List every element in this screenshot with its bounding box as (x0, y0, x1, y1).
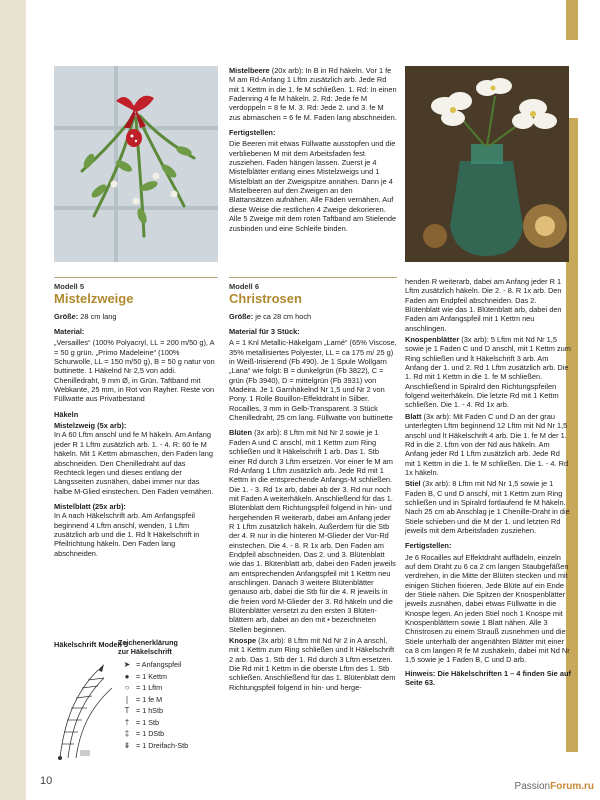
legend-row: ‡ = 1 DStb (118, 728, 188, 740)
legend-heading-1: Zeichenerklärung (118, 638, 178, 647)
bud-heading: Knospe (229, 636, 257, 646)
legend-row: ⇟ = 1 Dreifach-Stb (118, 740, 188, 752)
watermark: PassionForum.ru (514, 781, 594, 792)
berry-instructions (229, 66, 397, 235)
model-6-title: Christrosen (229, 291, 302, 307)
twig-text: In A 60 Lftm anschl und fe M häkeln. Am Anfang jeder R 1 Lftm zusätzlich arb. 1. - 4. R: 60 fe M häkeln. Mit 1 Kettm abmaschen, den Faden lang abschneiden. Den Chenilledraht auf das Rechteck legen und dieses entlang der Längsseiten zusnähen, dabei immer nur das halbe M-Glied einstechen. Den Faden vernähen. (54, 430, 214, 496)
column-3 (405, 277, 571, 689)
treble-icon: ‡ (124, 729, 130, 739)
size-value: je ca 28 cm hoch (255, 311, 312, 321)
gold-bar-top (566, 0, 578, 40)
berry-text: (20x arb): In B in Rd häkeln. Vor 1 fe M am Rd-Anfang 1 Lftm zusätzlich arb. Jede Rd mit 1 Kettm in die 1. fe M schließen. 1. Rd: In einen Fadenring 4 fe M häkeln. 2. Rd: Jede fe M verdoppeln = 8 fe M. 3. Rd: Jede 2. und 3. fe M zus abmaschen = 6 fe M. Faden lang abschneiden. (229, 66, 397, 122)
column-rule (54, 277, 218, 278)
material-heading: Material für 3 Stück: (229, 327, 300, 337)
slip-stitch-icon: ● (124, 671, 130, 681)
leaf-heading-6: Blatt (405, 411, 422, 421)
leaf-text-6: (3x arb): Mit Faden C und D an der grau unterlegten Lftm beginnend 12 Lftm mit Nd Nr 1,5 anschl und lt Häkelschrift 4 arb. Die 1. fe M der 1. Rd in die 2. Lftm von der Nd aus häkeln. Am Anfang jeder Rd 1 Lftm zusätzlich arb. Jede Rd mit 1 Kettm in die 1. fe M schließen. Die 1. - 4. Rd 1x häkeln. (405, 411, 569, 477)
finish-heading: Fertigstellen: (405, 541, 452, 551)
christmas-rose-photo (405, 66, 569, 262)
model-5-title: Mistelzweige (54, 291, 134, 307)
column-rule (229, 277, 397, 278)
model-5-label: Modell 5 (54, 282, 85, 291)
leaf-heading: Mistelblatt (25x arb): (54, 501, 126, 511)
continued-text: henden R weiterarb, dabei am Anfang jeder R 1 Lftm zusätzlich häkeln. Die 2. - 8. R 1x arb. Den Faden am Endpfeil abschneiden. Das 2. Blütenblatt wie das 1. Blütenblatt arb, dabei den Faden am Anfangspfeil mit 1 Kettm neu anschlingen. (405, 277, 562, 333)
size-value: 28 cm lang (80, 311, 117, 321)
triple-treble-icon: ⇟ (123, 740, 131, 750)
column-model-6 (229, 277, 397, 694)
single-crochet-icon: ❘ (123, 694, 131, 704)
christmas-rose-illustration (405, 66, 569, 262)
size-heading: Größe: (229, 311, 254, 321)
legend-row: † = 1 Stb (118, 717, 188, 729)
material-text: A = 1 Knl Metallic-Häkelgarn „Lamé“ (65% Viscose, 35% metallisiertes Polyester, LL = ca 175 m/ 25 g) in Weiß-Irisierend (Fb 490). Je 1 Spule Wollgarn „Lana“ wie folgt: B = dunkelgrün (Fb 3822), C = grün (Fb 3940), D = mittelgrün (Fb 3931) von Madeira. Je 1 Garnhäkelnd Nr 1,5 und Nr 2 von Pony. 1 Rolle Bouillon-Effektdraht in Silber. Rocailles, 3 mm in Gelb-Transparent. 3 Stück Chenilledraht, 25 cm lang. Füllwatte von buttinette (229, 338, 397, 423)
finish-text-top: Die Beeren mit etwas Füllwatte ausstopfen und die verbliebenen M mit dem Arbeitsfaden fest zusziehen. Faden hängen lassen. Zuerst je 4 Mistelblätter entlang eines Mistelzweigs und 1 Mistelblatt an der Zweigspitze annähen. Dann je 4 Mistelbeeren auf den Zweigen an den Blattansätzen aufnähen. Alle Fäden vernähen. Auf diese Weise die restlichen 4 Zweige dekorieren. Alle 5 Zweige mit dem roten Taftband am Stielende zusbinden und eine Schleife binden. (229, 139, 397, 233)
legend-heading-2: zur Häkelschrift (118, 647, 172, 656)
twig-heading: Mistelzweig (5x arb): (54, 421, 127, 431)
half-double-icon: T (124, 706, 130, 716)
note-text: Hinweis: Die Häkelschriften 1 – 4 finden Sie auf Seite 63. (405, 668, 571, 688)
material-heading: Material: (54, 327, 85, 337)
legend-row: ❘ = 1 fe M (118, 694, 188, 706)
double-crochet-icon: † (124, 717, 130, 727)
mistletoe-photo (54, 66, 218, 262)
flowers-text: (3x arb): 8 Lftm mit Nd Nr 2 sowie je 1 Faden A und C anschl, mit 1 Kettm zum Ring schließen und lt Häkelschrift 1 arb. Das 1. Stb einer Rd durch 3 Lftm ersetzen. Vor einer fe M am Rd-Anfang 1 Lftm zusätzlich arb. Jede Rd mit 1 Kettm in die entsprechende Anfangs-M schließen. Die 1. - 3. Rd 1x arb, dabei ab der 3. Rd nur noch mit Faden A weiterhäkeln. Anschließend für das 1. Blütenblatt dem Richtungspfeil folgend in hin- und hergehenden R weiterarb, dabei am Anfang jeder R 1 Lftm zusätzlich häkeln. Außerdem für die Stb der 4. R nur in die hinteren M-Glieder der Vor-Rd einstechen. Die 4. - 8. R 1x arb. Den Faden am Endpfeil abschneiden. Das 2. und 3. Blütenblatt wie das 1. Blütenblatt arb, dabei den Faden jeweils am entsprechenden Anfangspfeil mit 1 Kettm neu anschlingen. Danach 3 weitere Blütenblätter genauso arb, dabei die Stb für die 4. R jeweils in die freien vord M-Glieder der 3. Rd häkeln und die Blütenblätter versetzt zu den ersten 3 Blüten-blättern arb, dabei an den mit • bezeichneten Stellen beginnen. (229, 428, 396, 634)
size-heading: Größe: (54, 311, 79, 321)
diagram-title: Häkelschrift Modell 5 (54, 640, 128, 649)
chart-legend (118, 638, 188, 751)
crochet-heading: Häkeln (54, 409, 79, 419)
bud-text: (3x arb): 8 Lftm mit Nd Nr 2 in A anschl, mit 1 Kettm zum Ring schließen und lt Häkelschrift 2 arb. Das 1. Stb der 1. Rd durch 3 Lftm ersetzen. Die Rd mit 1 Kettm in die oberste Lftm des 1. Stb schließen. Anschließend für das 1. Blütenblatt dem Richtungspfeil folgend in hin- und herge- (229, 636, 396, 692)
legend-row: T = 1 hStb (118, 705, 188, 717)
bud-leaves-text: (3x arb): 5 Lftm mit Nd Nr 1,5 sowie je 1 Faden C und D anschl, mit 1 Kettm zum Ring schließen und lt Häkelschrift 3 arb. Am Anfang der 1. und 2. Rd 1 Lftm zusätzlich arb. Die 1. Rd mit 1 Kettm in die 1. fe M schließen. Anschließend in Spiralrd den Richtungspfeilen folgend weiterhäkeln. Die letzte Rd mit 1 Kettm schließen. Die 1. - 4. Rd 1x arb. (405, 335, 571, 410)
finish-heading-top: Fertigstellen: (229, 128, 276, 138)
material-text: „Versailles“ (100% Polyacryl, LL = 200 m/50 g), A = 50 g grün. „Primo Madeleine“ (100% Schurwolle, LL = 150 m/50 g), B = 50 g natur von buttinette. 1 Häkelnd Nr 2,5 von addi. Chenilledraht, 9 mm Ø, in Grün. Taftband mit Webkante, 25 mm, in Rot von Rayher. Reste von Füllwatte aus Privatbestand (54, 338, 215, 404)
legend-row: ➤ = Anfangspfeil (118, 659, 188, 671)
berry-heading: Mistelbeere (229, 66, 270, 75)
stem-text: (3x arb): 8 Lftm mit Nd Nr 1,5 sowie je 1 Faden B, C und D anschl, mit 1 Kettm zum Ring schließen und in Spiralrd fortlaufend fe M häkeln. Nach 25 cm ab Anschlag je 1 Chenille-Draht in die Stiele schieben und die M der 1. und letzten Rd jeweils mit dem Arbeitsfaden zusziehen. (405, 479, 570, 535)
side-strip (0, 0, 26, 800)
stem-heading: Stiel (405, 479, 421, 489)
column-model-5 (54, 277, 218, 560)
mistletoe-illustration (54, 66, 218, 262)
chain-icon: ○ (124, 683, 130, 693)
bud-leaves-heading: Knospenblätter (405, 335, 460, 345)
finish-text: Je 6 Rocailles auf Effektdraht auffädeln, einzeln auf dem Draht zu 6 ca 2 cm langen Staubgefäßen verdrehen, in die Mitte der Blüten stecken und mit einigen Stichen fixieren. Jede Blüte auf ein Ende der Stiele nähen. Die Spitzen der Knospenblätter jeweils zusnähen, dabei etwas Füllwatte in die Knospe legen. An jeden Stiel noch 1 Knospe mit Knospenblättern sowie 1 Blatt nähen. Alle 3 Christrosen zu einem Strauß zusnehmen und die Stiele unterhalb der angenähten Blätter mit einer ca 8 cm langen R fe M zushäkeln, dabei mit Nd Nr 1,5 sowie je 1 Faden B, C und D arb. (405, 552, 570, 665)
flowers-heading: Blüten (229, 428, 252, 438)
page-number: 10 (40, 775, 53, 787)
legend-row: ○ = 1 Lftm (118, 682, 188, 694)
leaf-text: In A nach Häkelschrift arb. Am Anfangspfeil beginnend 4 Lftm anschl, wenden, 1 Lftm zusätzlich arb und die 1. Rd lt Häkelschrift in Pfeilrichtung häkeln. Den Faden lang abschneiden. (54, 511, 200, 558)
model-6-label: Modell 6 (229, 282, 260, 291)
legend-row: ● = 1 Kettm (118, 671, 188, 683)
start-arrow-icon: ➤ (123, 660, 131, 670)
crochet-chart-leaf (54, 654, 120, 764)
